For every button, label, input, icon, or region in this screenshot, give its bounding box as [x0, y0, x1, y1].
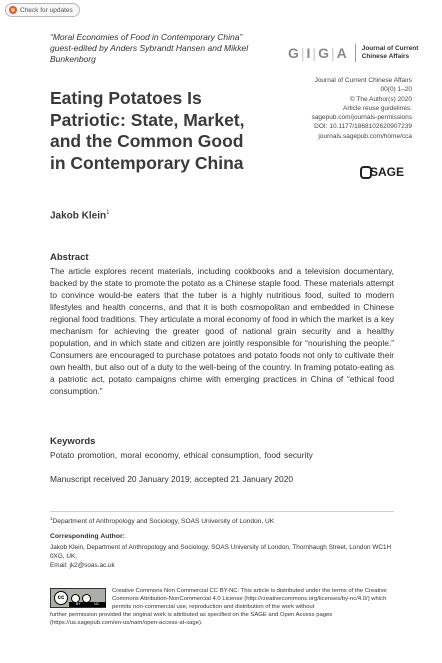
- abstract-text: The article explores recent materials, including cookbooks and a television documentary, backed by the state to promote the potato as a Chinese staple food. These materials attempt to convince would-be eaters that the tuber is a highly nutritious food, suited to modern lifestyles and health concerns, and that it is both cosmopolitan and embedded in Chinese regional food traditions. They articulate a moral economy of food in which the market is a key mechanism for achieving the greater good of national grain security and a healthy population, and in which state and citizen are jointly responsible for “nourishing the people.” Consumers are encouraged to purchase potatoes and potato foods not only to cultivate their own health, but also out of a duty to the well-being of the country. In framing potato-eating as a patriotic act, potato campaigns chime with emerging practices in China of “ethical food consumption.”: [50, 266, 394, 396]
- author-name: Jakob Klein$^1$: [50, 210, 110, 222]
- article-metadata: [312, 76, 412, 141]
- license-text: Creative Commons Non Commercial CC BY-NC: This article is distributed under the terms of the Creative Commons Attribution-NonCommercial 4.0 License (http://creativecommons.org/licenses/by-nc/4.0/) which permits non-commercial use, reproduction and distribution of the work without: [112, 588, 387, 611]
- author-affiliation: $^1$Department of Anthropology and Sociology, SOAS University of London, UK: [50, 516, 275, 526]
- giga-logo-mark: G|I|G|A: [288, 45, 349, 61]
- logo-divider: [355, 44, 356, 62]
- meta-journal: Journal of Current Chinese Affairs: [314, 77, 412, 84]
- keywords-list: Potato promotion, moral economy, ethical consumption, food security: [50, 450, 313, 460]
- cc-badge-labels: BY NC: [69, 602, 106, 607]
- crossmark-icon: [9, 6, 17, 14]
- meta-doi-link[interactable]: DOI: 10.1177/1868102620907239: [314, 123, 412, 131]
- meta-copyright: © The Author(s) 2020: [349, 95, 412, 103]
- sage-s-icon: [360, 166, 368, 178]
- meta-reuse: Article reuse guidelines:: [342, 104, 412, 112]
- corresponding-author-details: [50, 543, 394, 570]
- abstract-heading: Abstract: [50, 252, 89, 263]
- corresponding-address: Jakob Klein, Department of Anthropology and Sociology, SOAS University of London, Thornhaugh Street, London WC1H 0XG, UK.: [50, 544, 392, 560]
- keywords-heading: Keywords: [50, 436, 96, 447]
- check-for-updates-button[interactable]: [5, 3, 80, 17]
- meta-issue: 00(0) 1–20: [380, 86, 412, 94]
- meta-permissions-link[interactable]: sagepub.com/journals-permissions: [311, 114, 412, 122]
- corresponding-author-heading: Corresponding Author:: [50, 533, 125, 540]
- cc-license-badge[interactable]: [50, 588, 106, 608]
- meta-journal-link[interactable]: journals.sagepub.com/home/cca: [318, 132, 412, 140]
- article-title: Eating Potatoes Is Patriotic: State, Market, and the Common Good in Contemporary China: [50, 88, 245, 173]
- check-updates-label: Check for updates: [20, 6, 73, 14]
- journal-name: Journal of Current Chinese Affairs: [361, 45, 419, 60]
- sage-logo: SAGE: [360, 165, 404, 179]
- cc-icon: cc: [54, 591, 68, 605]
- special-issue-note: “Moral Economies of Food in Contemporary China” guest-edited by Anders Sybrandt Hansen and Mikkel Bunkenborg: [50, 32, 249, 64]
- manuscript-dates: Manuscript received 20 January 2019; accepted 21 January 2020: [50, 474, 294, 484]
- corresponding-email[interactable]: Email: jk2@soas.ac.uk: [50, 562, 115, 569]
- journal-logo: [288, 44, 418, 62]
- footnote-divider: [50, 511, 394, 512]
- license-text-continued: further permission provided the original work is attributed as specified on the SAGE and Open Access pages (https://us.sagepub.com/en-us/nam/open-access-at-sage).: [50, 612, 333, 627]
